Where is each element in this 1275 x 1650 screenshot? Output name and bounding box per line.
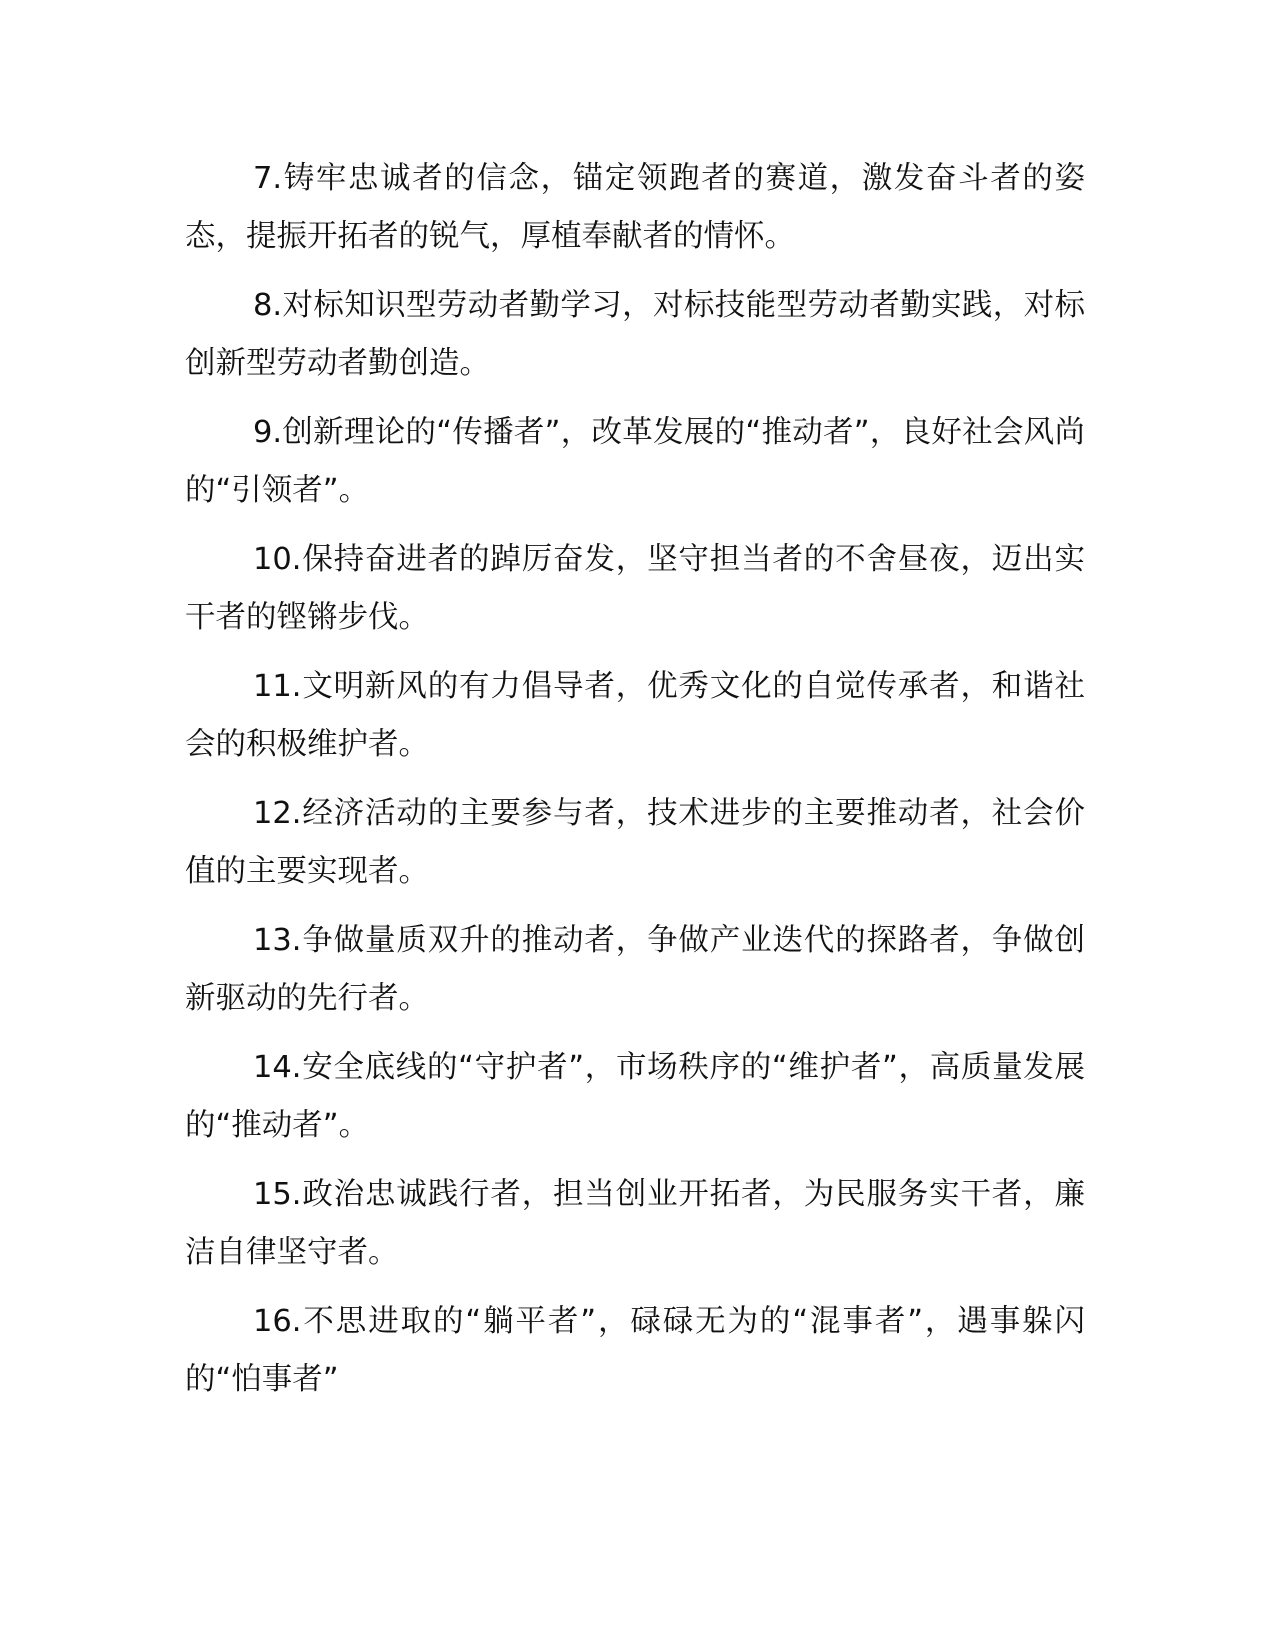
- paragraph-16: 16.不思进取的“躺平者”，碌碌无为的“混事者”，遇事躲闪的“怕事者”: [185, 1304, 1085, 1397]
- paragraph-12: 12.经济活动的主要参与者，技术进步的主要推动者，社会价值的主要实现者。: [185, 796, 1085, 889]
- paragraph-9: 9.创新理论的“传播者”，改革发展的“推动者”，良好社会风尚的“引领者”。: [185, 415, 1085, 508]
- paragraph-10: 10.保持奋进者的踔厉奋发，坚守担当者的不舍昼夜，迈出实干者的铿锵步伐。: [185, 542, 1085, 635]
- paragraph-8: 8.对标知识型劳动者勤学习，对标技能型劳动者勤实践，对标创新型劳动者勤创造。: [185, 288, 1085, 381]
- document-body: [185, 150, 1085, 1420]
- paragraph-7: 7.铸牢忠诚者的信念，锚定领跑者的赛道，激发奋斗者的姿态，提振开拓者的锐气，厚植奉献者的情怀。: [185, 161, 1085, 254]
- paragraph-15: 15.政治忠诚践行者，担当创业开拓者，为民服务实干者，廉洁自律坚守者。: [185, 1177, 1085, 1270]
- paragraph-14: 14.安全底线的“守护者”，市场秩序的“维护者”，高质量发展的“推动者”。: [185, 1050, 1085, 1143]
- paragraph-11: 11.文明新风的有力倡导者，优秀文化的自觉传承者，和谐社会的积极维护者。: [185, 669, 1085, 762]
- paragraph-13: 13.争做量质双升的推动者，争做产业迭代的探路者，争做创新驱动的先行者。: [185, 923, 1085, 1016]
